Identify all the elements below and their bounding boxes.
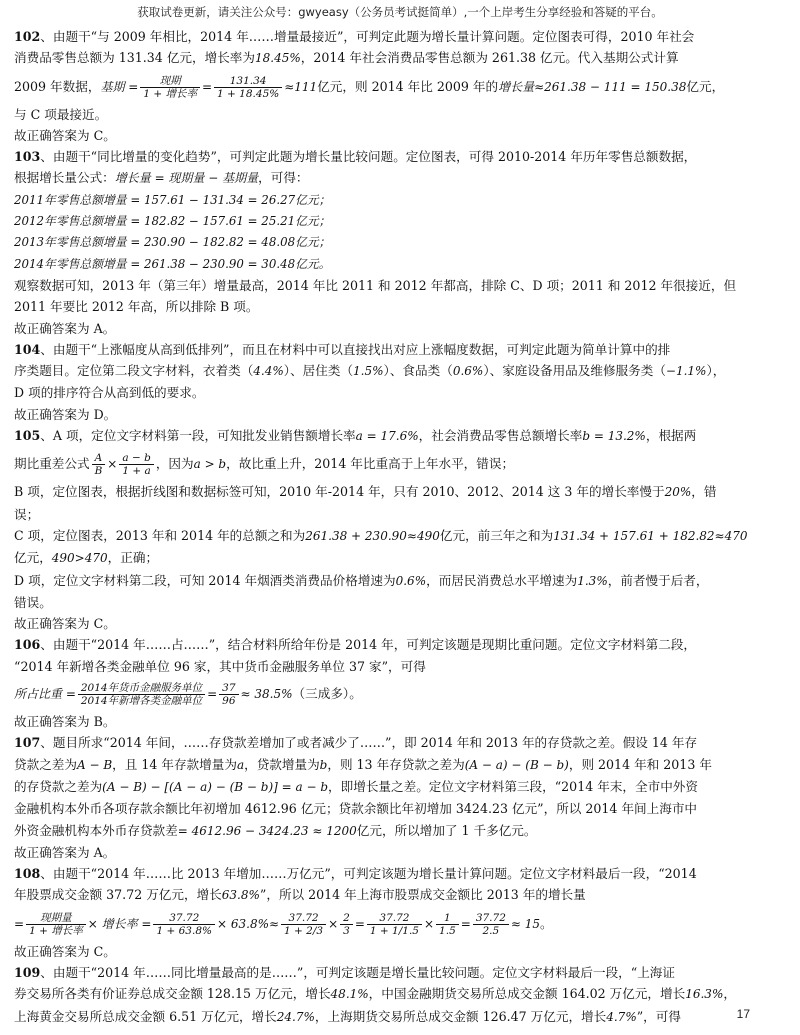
- q103-number: 103: [14, 149, 41, 165]
- q103-row-2012: 2012年零售总额增量 = 182.82 − 157.61 = 25.21亿元；: [14, 214, 331, 229]
- q106-line3: 所占比重 = $\frac{\text{2014年货币金融服务单位}}{\text{2014年新增各类金融单位}}$ = $\frac{37}{96}$ ≈ 38.5%（三成多）。: [14, 682, 362, 708]
- q109-number: 109: [14, 964, 41, 980]
- q106-line1: 106、由题干“2014 年……占……”，结合材料所给年份是 2014 年，可判定该题是现期比重问题。定位文字材料第二段，: [14, 637, 697, 653]
- q107-answer: 故正确答案为 A。: [14, 844, 116, 860]
- q102-fraction-2: $\frac{131.34}{1 + 18.45\%}$: [214, 75, 282, 100]
- q103-row-2011: 2011年零售总额增量 = 157.61 − 131.34 = 26.27亿元；: [14, 192, 331, 207]
- q105-line6: 亿元，490>470，正确；: [14, 550, 159, 566]
- q105-answer: 故正确答案为 C。: [14, 616, 116, 632]
- q108-frac-a: $\frac{\text{现期量}}{\text{1 + 增长率}}$: [26, 912, 86, 937]
- q104-line1: 104、由题干“上涨幅度从高到低排列”，而且在材料中可以直接找出对应上涨幅度数据，可判定此题为简单计算中的排: [14, 341, 671, 357]
- q108-frac-e: $\frac{37.72}{1 + 1/1.5}$: [367, 912, 422, 937]
- page-header: 获取试卷更新，请关注公众号：gwyeasy（公务员考试挺简单）,一个上岸考生分享经验和答疑的平台。: [137, 5, 663, 19]
- q105-number: 105: [14, 428, 41, 444]
- q102-line2: 消费品零售总额为 131.34 亿元，增长率为18.45%，2014 年社会消费品零售总额为 261.38 亿元。代入基期公式计算: [14, 50, 679, 66]
- q103-answer: 故正确答案为 A。: [14, 320, 116, 336]
- q108-answer: 故正确答案为 C。: [14, 943, 116, 959]
- page-number: 17: [736, 1007, 750, 1021]
- q102-line1: [14, 26, 786, 47]
- q109-line2: 券交易所各类有价证券总成交金额 128.15 万亿元，增长48.1%，中国金融期货交易所总成交金额 164.02 万亿元，增长16.3%，: [14, 986, 736, 1002]
- q105-line3: B 项，定位图表，根据折线图和数据标签可知，2010 年-2014 年，只有 2010、2012、2014 这 3 年的增长率慢于20%，错: [14, 484, 717, 500]
- q103-line4: 2011 年要比 2012 年高，所以排除 B 项。: [14, 299, 259, 315]
- q102-line3: 2009 年数据，基期 = $\frac{\text{现期}}{\text{1 + 增长率}}$ = $\frac{131.34}{1 + 18.45\%}$ ≈111亿元，则 2014 年比 2009 年的增长量≈261.38 − 111 = 150.38亿元，: [14, 74, 725, 100]
- q108-line2: 年股票成交金额 37.72 万亿元，增长63.8%”，所以 2014 年上海市股票成交金额比 2013 年的增长量: [14, 887, 586, 903]
- q105-fraction-rate: $\frac{a - b}{1 + a}$: [119, 452, 153, 477]
- q107-line3: 的存贷款之差为(A − B) − [(A − a) − (B − b)] = a − b，即增长量之差。定位文字材料第三段，“2014 年末，全市中外资: [14, 778, 698, 794]
- q102-answer: 故正确答案为 C。: [14, 127, 116, 143]
- q109-line3: 上海黄金交易所总成交金额 6.51 万亿元，增长24.7%，上海期货交易所总成交金额 126.47 万亿元，增长4.7%”，可得: [14, 1008, 681, 1024]
- q103-line2: 根据增长量公式：增长量 = 现期量 − 基期量，可得：: [14, 170, 309, 186]
- q107-line2: 贷款之差为A − B，且 14 年存款增量为a，贷款增量为b，则 13 年存贷款之差为(A − a) − (B − b)，则 2014 年和 2013 年: [14, 756, 712, 772]
- q108-frac-b: $\frac{37.72}{1 + 63.8\%}$: [153, 912, 215, 937]
- q109-line1: 109、由题干“2014 年……同比增量最高的是……”，可判定该题是增长量比较问题。定位文字材料最后一段，“上海证: [14, 964, 675, 980]
- q105-line1: 105、A 项，定位文字材料第一段，可知批发业销售额增长率a = 17.6%，社会消费品零售总额增长率b = 13.2%，根据两: [14, 428, 697, 444]
- q102-line4: 与 C 项最接近。: [14, 106, 108, 122]
- q106-line2: “2014 年新增各类金融单位 96 家，其中货币金融服务单位 37 家”，可得: [14, 658, 426, 674]
- q102-text: 、由题干“与 2009 年相比，2014 年……增量最接近”，可判定此题为增长量计算问题。定位图表可得，2010 年社会: [40, 29, 695, 44]
- q108-number: 108: [14, 866, 41, 882]
- q108-frac-c: $\frac{37.72}{1 + 2/3}$: [281, 912, 326, 937]
- q107-line1: 107、题目所求“2014 年间，……存贷款差增加了或者减少了……”，即 2014 年和 2013 年的存贷款之差。假设 14 年存: [14, 735, 698, 751]
- q106-number: 106: [14, 637, 41, 653]
- q105-line7: D 项，定位文字材料第二段，可知 2014 年烟酒类消费品价格增速为0.6%，而居民消费总水平增速为1.3%，前者慢于后者，: [14, 572, 709, 588]
- q103-line1: 103、由题干“同比增量的变化趋势”，可判定此题为增长量比较问题。定位图表，可得 2010-2014 年历年零售总额数据，: [14, 149, 697, 165]
- q108-line1: 108、由题干“2014 年……比 2013 年增加……万亿元”，可判定该题为增长量计算问题。定位文字材料最后一段，“2014: [14, 866, 697, 882]
- q107-line5: 外资金融机构本外币存贷款差= 4612.96 − 3424.23 ≈ 1200亿元，所以增加了 1 千多亿元。: [14, 822, 537, 838]
- q108-frac-d: $\frac{2}{3}$: [340, 912, 353, 937]
- q106-fraction-num: $\frac{37}{96}$: [219, 682, 238, 707]
- q103-row-2013: 2013年零售总额增量 = 230.90 − 182.82 = 48.08亿元；: [14, 235, 331, 250]
- q105-line2: 期比重差公式 $\frac{A}{B}$ × $\frac{a - b}{1 + a}$ ，因为a > b，故比重上升，2014 年比重高于上年水平，错误；: [14, 452, 515, 478]
- answer-explanations: [14, 26, 786, 1028]
- q105-line5: C 项，定位图表，2013 年和 2014 年的总额之和为261.38 + 230.90≈490亿元，前三年之和为131.34 + 157.61 + 182.82≈470: [14, 527, 748, 543]
- q105-line8: 错误。: [14, 594, 52, 610]
- q107-line4: 金融机构本外币各项存款余额比年初增加 4612.96 亿元；贷款余额比年初增加 3424.23 亿元”，所以 2014 年间上海市中: [14, 801, 698, 817]
- q105-line4: 误；: [14, 506, 40, 522]
- q102-fraction-1: $\frac{\text{现期}}{\text{1 + 增长率}}$: [140, 75, 200, 100]
- q108-frac-g: $\frac{37.72}{2.5}$: [473, 912, 509, 937]
- q106-answer: 故正确答案为 B。: [14, 714, 116, 730]
- q104-answer: 故正确答案为 D。: [14, 406, 117, 422]
- q102-number: 102: [14, 29, 41, 44]
- q103-row-2014: 2014年零售总额增量 = 261.38 − 230.90 = 30.48亿元。: [14, 256, 331, 271]
- q104-line3: D 项的排序符合从高到低的要求。: [14, 385, 205, 401]
- q105-fraction-ab: $\frac{A}{B}$: [92, 452, 106, 477]
- q106-fraction-text: $\frac{\text{2014年货币金融服务单位}}{\text{2014年新增各类金融单位}}$: [78, 682, 205, 707]
- q103-line3: 观察数据可知，2013 年（第三年）增量最高，2014 年比 2011 和 2012 年都高，排除 C、D 项；2011 和 2012 年很接近，但: [14, 277, 737, 293]
- q108-frac-f: $\frac{1}{1.5}$: [436, 912, 459, 937]
- q102-rate: 18.45%: [254, 51, 301, 66]
- q107-number: 107: [14, 735, 41, 751]
- q104-number: 104: [14, 341, 41, 357]
- q108-equation: = $\frac{\text{现期量}}{\text{1 + 增长率}}$ × 增长率 = $\frac{37.72}{1 + 63.8\%}$ × 63.8%≈ $\frac{37.72}{1 + 2/3}$ × $\frac{2}{3}$ = $\frac{37.72}{1 + 1/1.5}$ × $\frac{1}{1.5}$ = $\frac{37.72}{2.5}$ ≈ 15。: [14, 911, 553, 937]
- q104-line2: 序类题目。定位第二段文字材料，衣着类（4.4%）、居住类（1.5%）、食品类（0.6%）、家庭设备用品及维修服务类（−1.1%），: [14, 363, 726, 379]
